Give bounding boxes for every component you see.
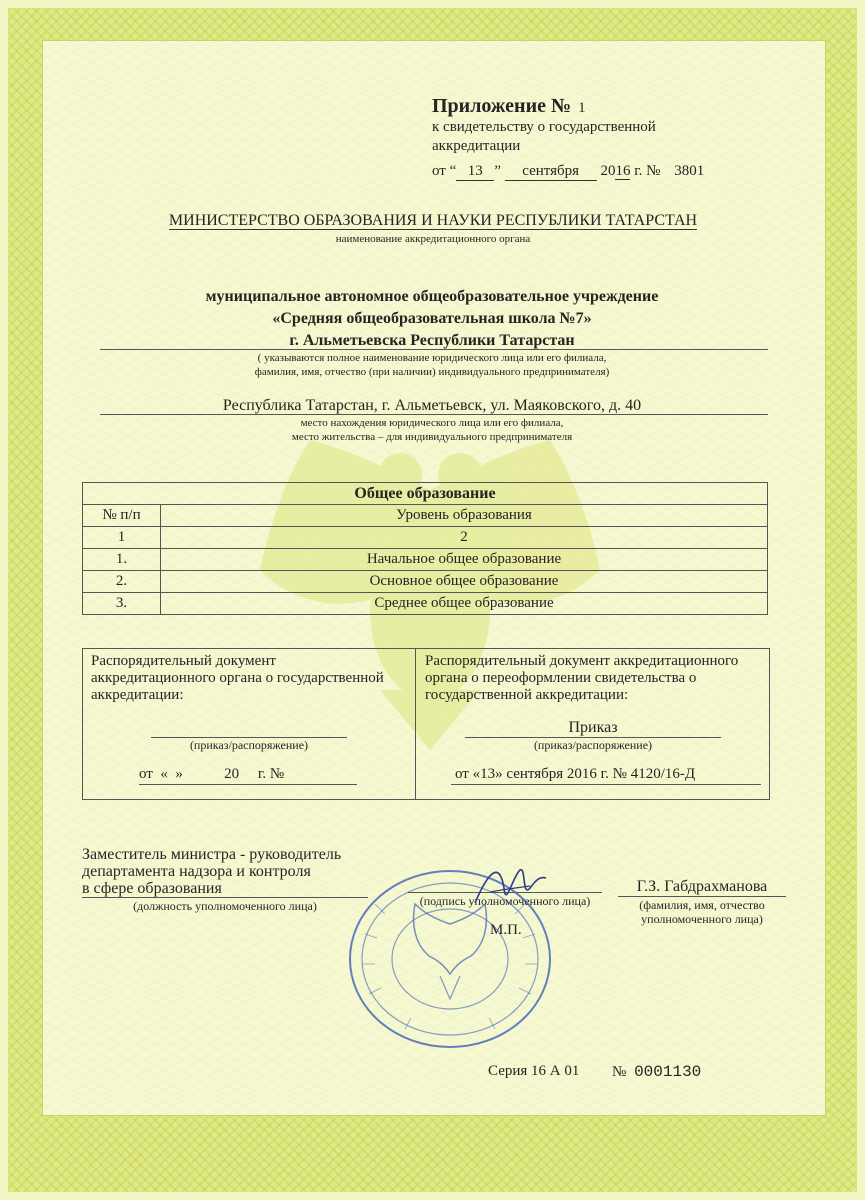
- handwritten-signature: [470, 858, 550, 918]
- address-caption: место нахождения юридического лица или его филиала, место жительства – для индивидуального предпринимателя: [291, 417, 573, 443]
- appendix-subtitle: к свидетельству о государственной аккредитации: [432, 119, 656, 154]
- organization-name: муниципальное автономное общеобразовательное учреждение «Средняя общеобразовательная школа №7» г. Альметьевска Республики Татарстан: [205, 288, 659, 349]
- seal-place-label: М.П.: [490, 922, 522, 938]
- organization-caption: ( указываются полное наименование юридического лица или его филиала, фамилия, имя, отчество (при наличии) индивидуального предпринимателя): [254, 352, 610, 378]
- series-label: Серия 16 А 01: [488, 1063, 580, 1079]
- orders-box: [82, 648, 770, 800]
- position-caption: (должность уполномоченного лица): [133, 899, 317, 913]
- right-doc-text: Распорядительный документ аккредитационного органа о переоформлении свидетельства о государственной аккредитации:: [425, 653, 739, 703]
- authority-name: МИНИСТЕРСТВО ОБРАЗОВАНИЯ И НАУКИ РЕСПУБЛИКИ ТАТАРСТАН: [168, 212, 698, 229]
- right-doc-date: от «13» сентября 2016 г. № 4120/16-Д: [455, 766, 696, 782]
- name-caption: (фамилия, имя, отчество уполномоченного лица): [639, 898, 765, 926]
- official-name: Г.З. Габдрахманова: [636, 878, 768, 895]
- left-doc-text: Распорядительный документ аккредитационного органа о государственной аккредитации:: [91, 653, 384, 703]
- address-underline: [100, 414, 768, 415]
- appendix-date-line: от “ 13 ” сентября 2016 г. № 3801: [432, 163, 705, 179]
- table-row: 2. Основное общее образование: [83, 571, 768, 593]
- left-doc-caption: (приказ/распоряжение): [189, 738, 309, 752]
- address: Республика Татарстан, г. Альметьевск, ул. Маяковского, д. 40: [222, 397, 642, 414]
- official-position: Заместитель министра - руководитель департамента надзора и контроля в сфере образования: [82, 846, 342, 897]
- education-table: [82, 482, 768, 615]
- left-doc-date: от « » 20 г. №: [139, 766, 285, 782]
- authority-caption: наименование аккредитационного органа: [335, 233, 531, 245]
- right-doc-caption: (приказ/распоряжение): [533, 738, 653, 752]
- table-title: Общее образование: [83, 483, 768, 505]
- appendix-title: Приложение № 1: [432, 95, 586, 117]
- table-index-row: 1 2: [83, 527, 768, 549]
- column-header-number: № п/п: [83, 505, 161, 527]
- cert-number: 3801: [674, 163, 705, 179]
- form-number: № 0001130: [612, 1063, 702, 1081]
- signature-caption: (подпись уполномоченного лица): [419, 894, 591, 908]
- table-header-row: [83, 505, 768, 527]
- right-doc-value: Приказ: [568, 719, 618, 736]
- appendix-number: 1: [578, 100, 586, 116]
- column-header-level: Уровень образования: [161, 505, 768, 527]
- table-row: 1. Начальное общее образование: [83, 549, 768, 571]
- table-title-row: [83, 483, 768, 505]
- org-underline: [100, 349, 768, 350]
- table-row: 3. Среднее общее образование: [83, 593, 768, 615]
